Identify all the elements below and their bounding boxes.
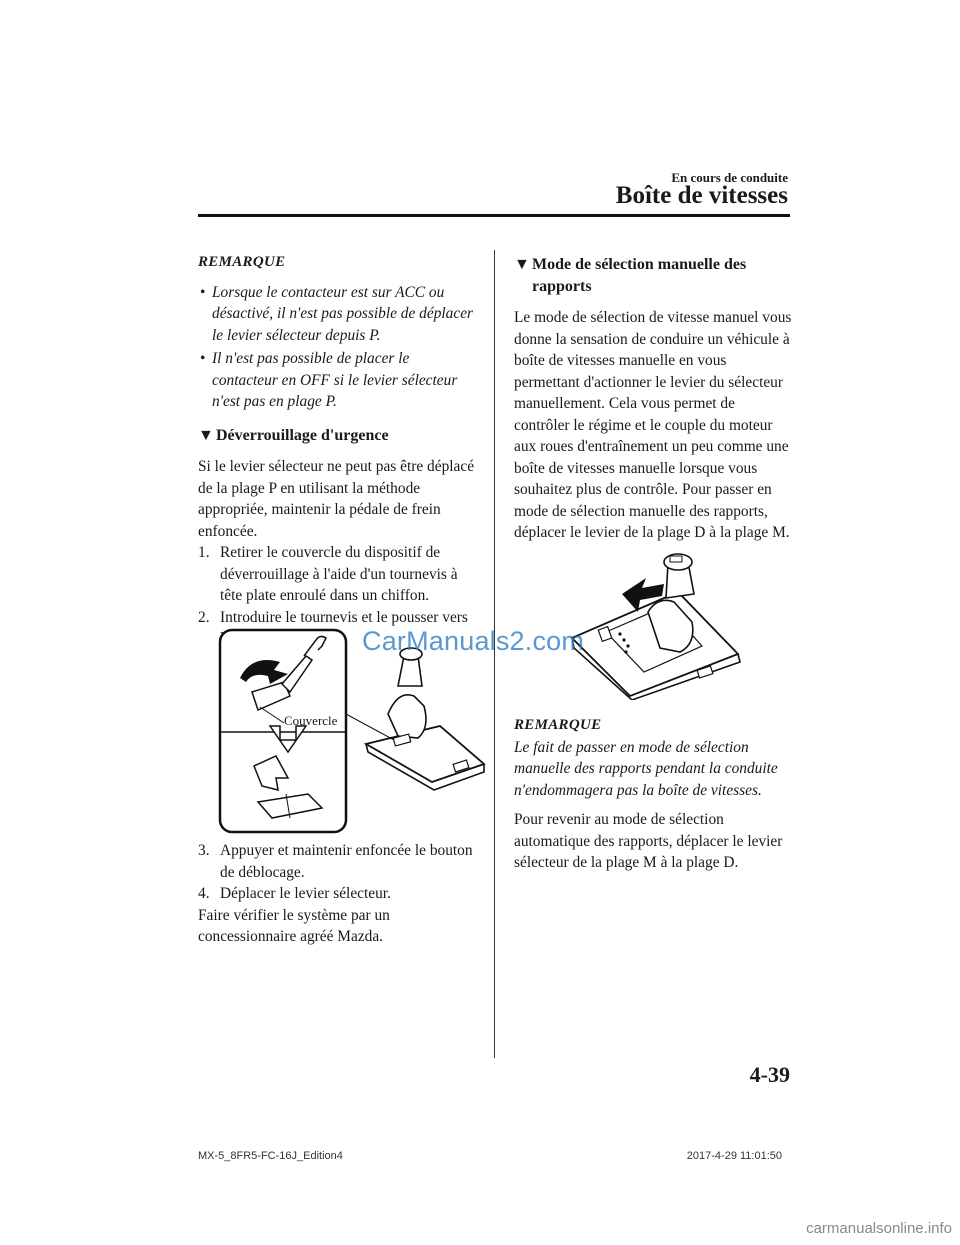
closing-paragraph: Pour revenir au mode de sélection automatique des rapports, déplacer le levier sélecteur de la plage M à la plage D. <box>514 811 783 871</box>
note-title: REMARQUE <box>514 717 602 733</box>
intro-paragraph: Si le levier sélecteur ne peut pas être déplacé de la plage P en utilisant la méthode appropriée, maintenir la pédale de frein enfoncée. <box>198 458 475 540</box>
step-item: 3. Appuyer et maintenir enfoncée le bouton de déblocage. <box>198 842 473 881</box>
bullet-icon: • <box>200 283 206 301</box>
site-watermark: carmanualsonline.info <box>806 1220 952 1237</box>
step-item: 4. Déplacer le levier sélecteur. <box>198 885 391 902</box>
step-item: 1. Retirer le couvercle du dispositif de déverrouillage à l'aide d'un tournevis à tête plate enroulé dans un chiffon. <box>198 544 458 604</box>
step-item: 2. Introduire le tournevis et le pousser vers <box>198 608 468 626</box>
footer-doc-id: MX-5_8FR5-FC-16J_Edition4 <box>198 1150 343 1162</box>
header-divider <box>198 214 790 217</box>
page-number: 4-39 <box>749 1062 790 1087</box>
left-column-continued <box>198 840 476 948</box>
triangle-down-icon: ▼ <box>514 256 530 273</box>
emergency-unlock-illustration <box>218 626 488 836</box>
note-bullet: • Lorsque le contacteur est sur ACC ou désactivé, il n'est pas possible de déplacer le levier sélecteur depuis P. <box>200 283 474 344</box>
page-title: Boîte de vitesses <box>615 182 788 209</box>
left-column <box>198 252 476 650</box>
bullet-icon: • <box>200 350 206 367</box>
manual-mode-description: Le mode de sélection de vitesse manuel vous donne la sensation de conduire un véhicule à boîte de vitesses manuelle en vous permettant d'actionner le levier du sélecteur manuellement. Cela vous permet de contrôler le régime et le couple du moteur aux roues d'entraînement un peu comme une boîte de vitesses manuelle lorsque vous souhaitez plus de contrôle. Pour passer en mode de sélection manuelle des rapports, déplacer le levier de la plage D à la plage M. <box>514 309 792 541</box>
note-text: Le fait de passer en mode de sélection manuelle des rapports pendant la conduite n'endommagera pas la boîte de vitesses. <box>514 738 778 799</box>
right-column-continued <box>514 715 794 874</box>
footer-timestamp: 2017-4-29 11:01:50 <box>686 1150 782 1162</box>
manual-mode-illustration <box>566 550 746 700</box>
right-column <box>514 254 794 544</box>
note-bullet: • Il n'est pas possible de placer le contacteur en OFF si le levier sélecteur n'est pas en plage P. <box>200 350 458 410</box>
running-header-section: En cours de conduite <box>671 170 788 185</box>
section-heading-manual-mode: ▼ Mode de sélection manuelle des rapports <box>514 256 747 295</box>
note-title: REMARQUE <box>198 254 286 270</box>
triangle-down-icon: ▼ <box>198 426 214 444</box>
closing-paragraph: Faire vérifier le système par un concessionnaire agréé Mazda. <box>198 906 390 945</box>
figure-label-cover: Couvercle <box>284 713 338 728</box>
watermark-text: CarManuals2.com <box>362 626 585 656</box>
section-heading-emergency-unlock: ▼ Déverrouillage d'urgence <box>198 425 476 447</box>
